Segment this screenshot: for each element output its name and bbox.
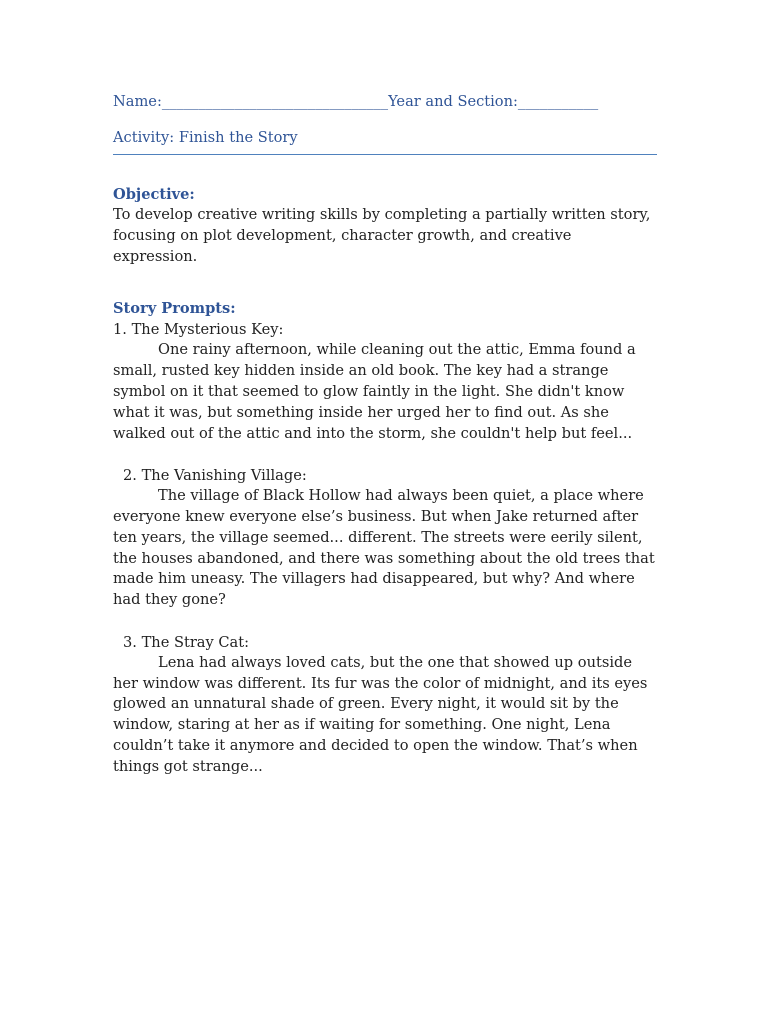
activity-title: Activity: Finish the Story [113, 128, 657, 155]
story-prompts-heading: Story Prompts: [113, 300, 236, 318]
prompt-title: 3. The Stray Cat: [123, 633, 250, 651]
worksheet-page [113, 92, 658, 798]
prompt-body: Lena had always loved cats, but the one that showed up outside her window was different. Its fur was the color of midnight, and its eyes glowed an unnatural shade of green. Every night, it would sit by the window, staring at her as if waiting for something. One night, Lena couldn’t take it anymore and decided to open the window. That’s when things got strange... [113, 653, 648, 775]
story-prompt-1 [113, 319, 658, 444]
name-year-section-line: Name:_______________________________Year and Section:___________ [113, 93, 599, 110]
prompt-body: The village of Black Hollow had always been quiet, a place where everyone knew everyone else’s business. But when Jake returned after ten years, the village seemed... different. The streets were eerily silent, the houses abandoned, and there was something about the old trees that made him uneasy. The villagers had disappeared, but why? And where had they gone? [113, 487, 655, 609]
prompt-body: One rainy afternoon, while cleaning out the attic, Emma found a small, rusted key hidden inside an old book. The key had a strange symbol on it that seemed to glow faintly in the light. She didn't know what it was, but something inside her urged her to find out. As she walked out of the attic and into the storm, she couldn't help but feel... [113, 341, 636, 442]
story-prompt-3 [113, 632, 658, 778]
objective-text: To develop creative writing skills by completing a partially written story, focusing on plot development, character growth, and creative expression. [113, 206, 651, 265]
prompt-title: 2. The Vanishing Village: [123, 467, 307, 485]
objective-heading: Objective: [113, 186, 195, 203]
story-prompt-2 [113, 465, 658, 611]
prompt-title: 1. The Mysterious Key: [113, 321, 284, 339]
